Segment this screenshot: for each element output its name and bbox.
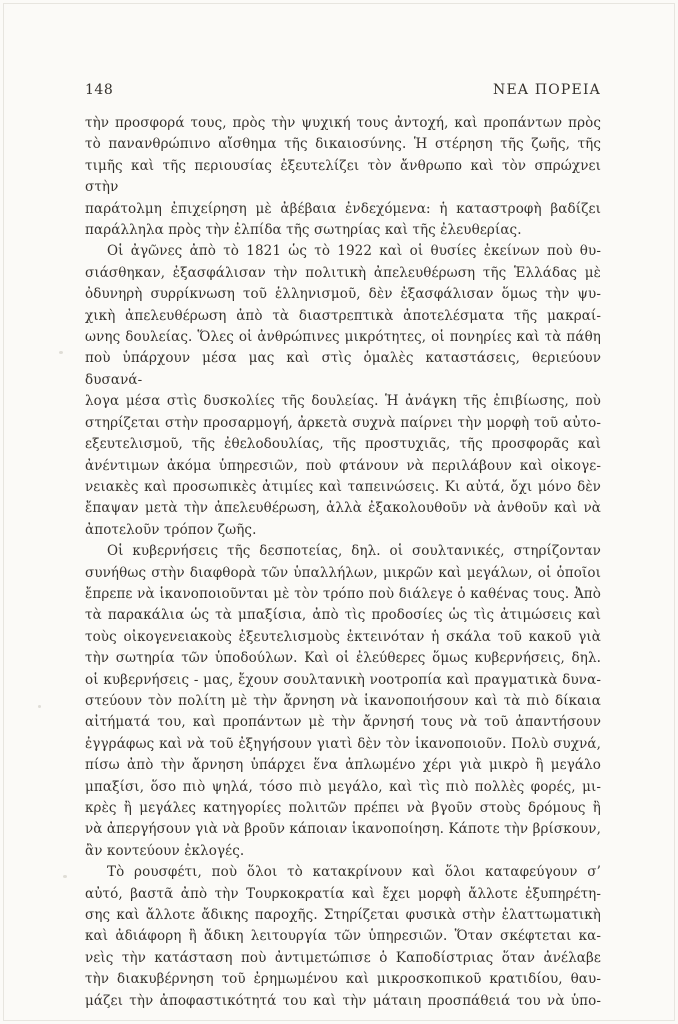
scan-speck <box>59 351 63 354</box>
journal-title: ΝΕΑ ΠΟΡΕΙΑ <box>493 82 601 98</box>
text-line: ἀποτελοῦν τρόπον ζωῆς. <box>85 521 257 538</box>
text-line: Οἱ ἀγῶνες ἀπὸ τὸ 1821 ὡς τὸ 1922 καὶ οἱ θυσίες ἐκείνων ποὺ θυ- <box>107 243 601 260</box>
text-line: κρὲς ἢ μεγάλες κατηγορίες πολιτῶν πρέπει νὰ βγοῦν στοὺς δρόμους ἢ <box>85 800 601 816</box>
text-line: εξευτελισμοῦ, τῆς ἐθελοδουλίας, τῆς προστυχιᾶς, τῆς προσφορᾶς καὶ <box>85 436 601 453</box>
text-line: παράτολμη ἐπιχείρηση μὲ ἀβέβαια ἐνδεχόμενα: ἡ καταστροφὴ βαδίζει <box>85 200 601 217</box>
text-line: παράλληλα πρὸς τὴν ἐλπίδα τῆς σωτηρίας καὶ τῆς ἐλευθερίας. <box>85 222 522 239</box>
page-number: 148 <box>85 82 114 98</box>
text-line: αὐτό, βαστᾶ ἀπὸ τὴν Τουρκοκρατία καὶ ἔχει μορφὴ ἄλλοτε ἐξυπηρέτη- <box>85 885 601 902</box>
text-line: πίσω ἀπὸ τὴν ἄρνηση ὑπάρχει ἕνα ἁπλωμένο χέρι γιὰ μικρὸ ἢ μεγάλο <box>85 757 601 774</box>
text-line: λογα μέσα στὶς δυσκολίες τῆς δουλείας. Ἡ ἀνάγκη τῆς ἐπιβίωσης, ποὺ <box>85 393 601 410</box>
text-line: στεύουν τὸν πολίτη μὲ τὴν ἄρνηση νὰ ἱκανοποιήσουν καὶ τὰ πιὸ δίκαια <box>85 692 601 709</box>
paragraph <box>85 241 601 541</box>
text-line: νειακὲς καὶ προσωπικὲς ἀτιμίες καὶ ταπεινώσεις. Κι αὐτά, ὄχι μόνο δὲν <box>85 478 601 495</box>
paragraph <box>85 862 601 1012</box>
text-line: ἀνέντιμων ἀκόμα ὑπηρεσιῶν, ποὺ φτάνουν νὰ περιλάβουν καὶ οἰκογε- <box>85 457 601 474</box>
text-line: τοὺς οἰκογενειακοὺς ἐξευτελισμοὺς ἐκτεινόταν ἡ σκάλα τοῦ κακοῦ γιὰ <box>85 628 601 645</box>
text-line: νὰ ἀπεργήσουν γιὰ νὰ βροῦν κάποιαν ἱκανοποίηση. Κάποτε τὴν βρίσκουν, <box>85 821 601 838</box>
text-line: ωνης δουλείας. Ὅλες οἱ ἀνθρώπινες μικρότητες, οἱ πονηρίες καὶ τὰ πάθη <box>85 329 601 346</box>
paragraph <box>85 113 601 241</box>
text-line: ποὺ ὑπάρχουν μέσα μας καὶ στὶς ὁμαλὲς καταστάσεις, θεριεύουν δυσανά- <box>85 350 601 388</box>
text-line: τὸ πανανθρώπινο αἴσθημα τῆς δικαιοσύνης. Ἡ στέρηση τῆς ζωῆς, τῆς <box>85 136 601 153</box>
page-header <box>85 82 601 98</box>
scan-speck <box>38 705 41 708</box>
page-body <box>85 113 601 1012</box>
text-line: Τὸ ρουσφέτι, ποὺ ὅλοι τὸ κατακρίνουν καὶ ὅλοι καταφεύγουν σ’ <box>107 864 601 881</box>
text-line: μπαξίσι, ὅσο πιὸ ψηλά, τόσο πιὸ μεγάλο, καὶ τὶς πιὸ πολλὲς φορές, μι- <box>85 778 601 795</box>
text-line: καὶ ἀδιάφορη ἢ ἄδικη λειτουργία τῶν ὑπηρεσιῶν. Ὅταν σκέφτεται κα- <box>85 928 601 945</box>
text-line: στηρίζεται στὴν προσαρμογή, ἀρκετὰ συχνὰ παίρνει τὴν μορφὴ τοῦ αὐτο- <box>85 414 601 431</box>
text-line: οἱ κυβερνήσεις - μας, ἔχουν σουλτανικὴ νοοτροπία καὶ πραγματικὰ δυνα- <box>85 671 601 688</box>
text-line: Οἱ κυβερνήσεις τῆς δεσποτείας, δηλ. οἱ σουλτανικές, στηρίζονταν <box>107 543 601 560</box>
text-line: ἔπαψαν μετὰ τὴν ἀπελευθέρωση, ἀλλὰ ἐξακολουθοῦν νὰ ἀνθοῦν καὶ νὰ <box>85 500 601 517</box>
text-line: σιάσθηκαν, ἐξασφάλισαν τὴν πολιτικὴ ἀπελευθέρωση τῆς Ἑλλάδας μὲ <box>85 264 601 281</box>
text-line: τὴν σωτηρία τῶν ὑποδούλων. Καὶ οἱ ἐλεύθερες ὅμως κυβερνήσεις, δηλ. <box>85 650 601 667</box>
text-line: χικὴ ἀπελευθέρωση ἀπὸ τὰ διαστρεπτικὰ ἀποτελέσματα τῆς μακραί- <box>85 307 601 324</box>
text-line: ἂν κοντεύουν ἐκλογές. <box>85 842 245 859</box>
text-line: τιμῆς καὶ τῆς περιουσίας ἐξευτελίζει τὸν ἄνθρωπο καὶ τὸν σπρώχνει στὴν <box>85 157 601 196</box>
text-line: ὀδυνηρὴ συρρίκνωση τοῦ ἑλληνισμοῦ, δὲν ἐξασφάλισαν ὅμως τὴν ψυ- <box>85 286 601 303</box>
page-content <box>85 82 601 1012</box>
text-line: τὴν προσφορά τους, πρὸς τὴν ψυχική τους ἀντοχή, καὶ προπάντων πρὸς <box>85 115 601 131</box>
paragraph <box>85 541 601 862</box>
text-line: τὰ παρακάλια ὡς τὰ μπαξίσια, ἀπὸ τὶς προδοσίες ὡς τὶς ἀτιμώσεις καὶ <box>85 607 601 624</box>
text-line: αἰτήματά του, καὶ προπάντων μὲ τὴν ἄρνησή τους νὰ τοῦ ἀπαντήσουν <box>85 714 601 731</box>
text-line: τὴν διακυβέρνηση τοῦ ἐρημωμένου καὶ μικροσκοπικοῦ κρατιδίου, θαυ- <box>85 971 601 988</box>
text-line: συνήθως στὴν διαφθορὰ τῶν ὑπαλλήλων, μικρῶν καὶ μεγάλων, οἱ ὁποῖοι <box>85 564 601 581</box>
text-line: ἔπρεπε νὰ ἱκανοποιοῦνται μὲ τὸν τρόπο ποὺ διάλεγε ὁ καθένας τους. Ἀπὸ <box>85 585 601 602</box>
scan-speck <box>63 875 67 878</box>
text-line: σης καὶ ἄλλοτε ἄδικης παροχῆς. Στηρίζεται φυσικὰ στὴν ἐλαττωματικὴ <box>85 907 601 924</box>
text-line: νεὶς τὴν κατάσταση ποὺ ἀντιμετώπισε ὁ Καποδίστριας ὅταν ἀνέλαβε <box>85 949 601 966</box>
text-line: μάζει τὴν ἀποφαστικότητά του καὶ τὴν μάταιη προσπάθειά του νὰ ὑπο- <box>85 992 601 1009</box>
text-line: ἐγγράφως καὶ νὰ τοῦ ἐξηγήσουν γιατὶ δὲν τὸν ἱκανοποιοῦν. Πολὺ συχνά, <box>85 735 601 752</box>
